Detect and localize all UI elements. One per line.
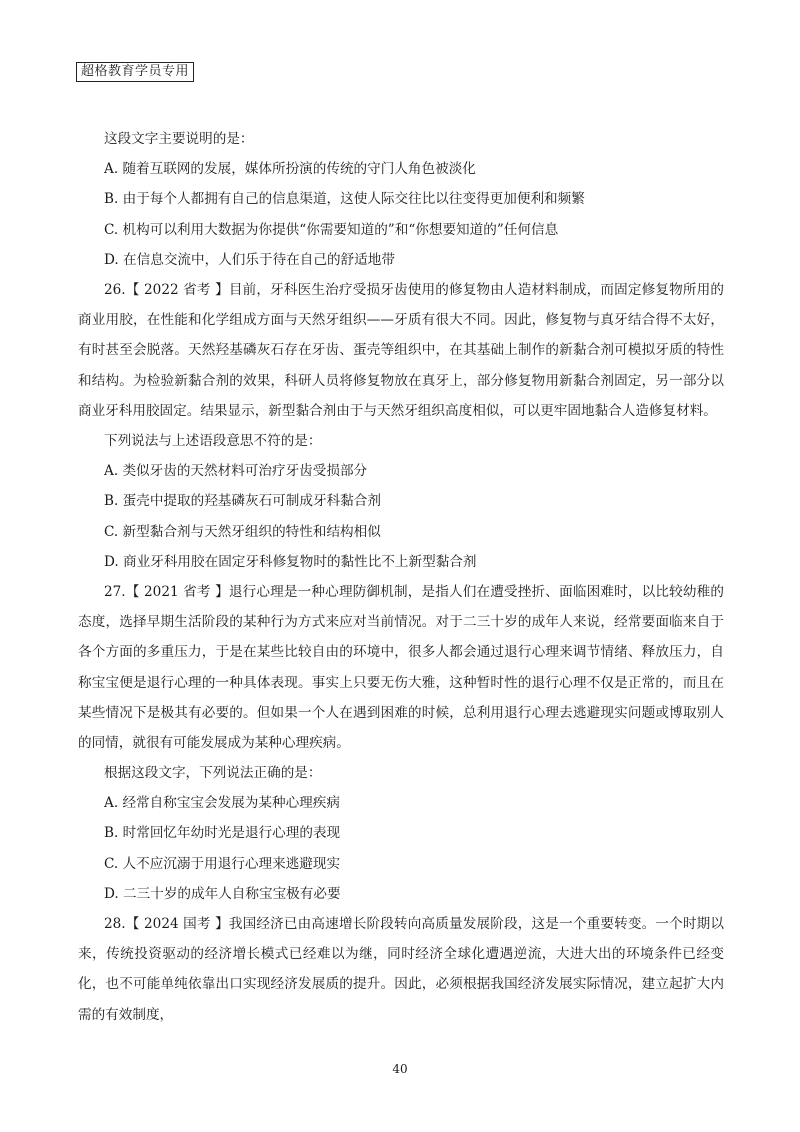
q27-prompt: 根据这段文字，下列说法正确的是： <box>104 765 322 782</box>
page-number: 40 <box>392 1062 408 1076</box>
q26-text: 目前，牙科医生治疗受损牙齿使用的修复物由人造材料制成，而固定修复物所用的商业用胶，在性能和化学组成方面与天然牙组织——牙质有很大不同。因此，修复物与真牙结合得不太好，有时甚至会脱落。天然羟基磷灰石存在牙齿、蛋壳等组织中，在其基础上制作的新黏合剂可模拟牙质的特性和结构。为检验新黏合剂的效果，科研人员将修复物放在真牙上，部分修复物用新黏合剂固定，另一部分以商业牙科用胶固定。结果显示，新型黏合剂由于与天然牙组织高度相似，可以更牢固地黏合人造修复材料。 <box>78 281 724 419</box>
q26-passage <box>78 275 724 426</box>
q27-passage <box>78 577 724 758</box>
header-badge: 超格教育学员专用 <box>76 62 194 82</box>
q26-source: 【 2022 省考 】 <box>125 281 229 298</box>
q27-option-a: A. 经常自称宝宝会发展为某种心理疾病 <box>104 795 340 812</box>
q25-prompt: 这段文字主要说明的是： <box>104 131 254 147</box>
q27-option-c: C. 人不应沉溺于用退行心理来逃避现实 <box>104 855 341 872</box>
q27-option-b: B. 时常回忆年幼时光是退行心理的表现 <box>104 825 341 842</box>
q25-option-d: D. 在信息交流中，人们乐于待在自己的舒适地带 <box>104 251 395 268</box>
q28-number: 28. <box>104 916 126 933</box>
page-content <box>78 124 724 1030</box>
q28-source: 【 2024 国考 】 <box>125 916 229 933</box>
q27-text: 退行心理是一种心理防御机制，是指人们在遭受挫折、面临困难时，以比较幼稚的态度，选择早期生活阶段的某种行为方式来应对当前情况。对于二三十岁的成年人来说，经常要面临来自于各个方面的多重压力，于是在某些比较自由的环境中，很多人都会通过退行心理来调节情绪、释放压力，自称宝宝便是退行心理的一种具体表现。事实上只要无伤大雅，这种暂时性的退行心理不仅是正常的，而且在某些情况下是极其有必要的。但如果一个人在遇到困难的时候，总利用退行心理去逃避现实问题或博取别人的同情，就很有可能发展成为某种心理疾病。 <box>78 583 724 751</box>
q25-option-c: C. 机构可以利用大数据为你提供“你需要知道的”和“你想要知道的”任何信息 <box>104 221 559 238</box>
q28-text: 我国经济已由高速增长阶段转向高质量发展阶段，这是一个重要转变。一个时期以来，传统投资驱动的经济增长模式已经难以为继，同时经济全球化遭遇逆流，大进大出的环境条件已经变化，也不可能单纯依靠出口实现经济发展质的提升。因此，必须根据我国经济发展实际情况，建立起扩大内需的有效制度， <box>78 916 724 1023</box>
q28-passage <box>78 909 724 1030</box>
q26-option-b: B. 蛋壳中提取的羟基磷灰石可制成牙科黏合剂 <box>104 493 381 510</box>
q26-prompt: 下列说法与上述语段意思不符的是： <box>104 432 322 449</box>
q26-option-d: D. 商业牙科用胶在固定牙科修复物时的黏性比不上新型黏合剂 <box>104 553 477 570</box>
q27-number: 27. <box>104 583 126 600</box>
q27-source: 【 2021 省考 】 <box>125 583 229 600</box>
q27-option-d: D. 二三十岁的成年人自称宝宝极有必要 <box>104 885 341 902</box>
q26-number: 26. <box>104 281 126 298</box>
q25-option-b: B. 由于每个人都拥有自己的信息渠道，这使人际交往比以往变得更加便利和频繁 <box>104 191 585 208</box>
q26-option-a: A. 类似牙齿的天然材料可治疗牙齿受损部分 <box>104 463 368 480</box>
q25-option-a: A. 随着互联网的发展，媒体所扮演的传统的守门人角色被淡化 <box>104 161 476 178</box>
q26-option-c: C. 新型黏合剂与天然牙组织的特性和结构相似 <box>104 523 381 540</box>
